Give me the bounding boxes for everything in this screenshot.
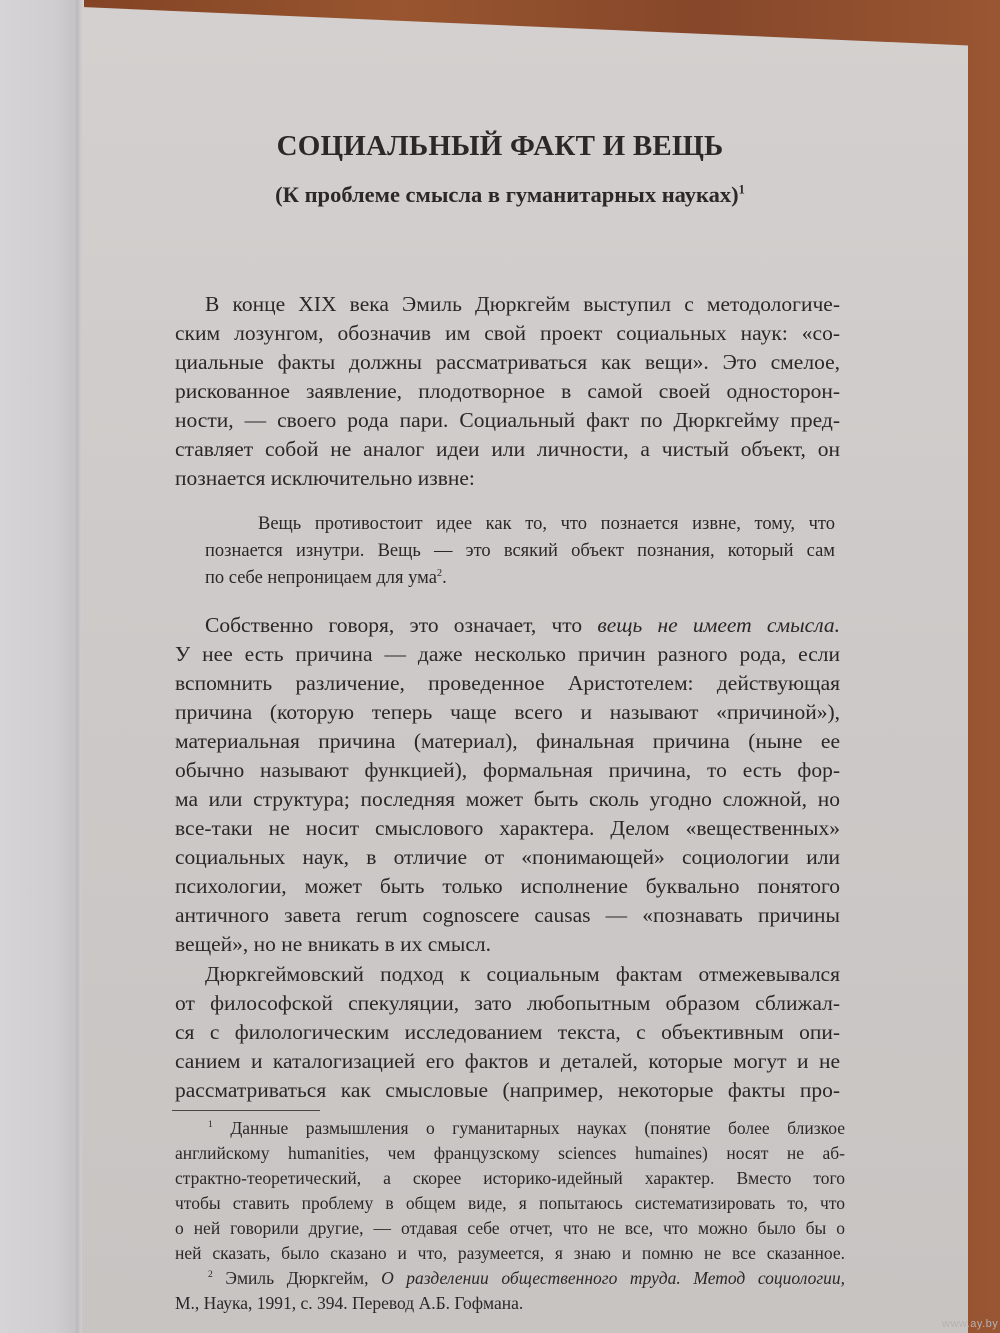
footnote-line: чтобы ставить проблему в общем виде, я попытаюсь систематизировать то, что xyxy=(175,1193,845,1213)
footnote-ref-1: 1 xyxy=(738,182,745,197)
footnote-author: Эмиль Дюркгейм, xyxy=(225,1268,382,1288)
text-line: причина (которую теперь чаще всего и называют «причиной»), xyxy=(175,700,840,724)
footnote-marker: 2 xyxy=(208,1269,213,1281)
text-line: У нее есть причина — даже несколько причин разного рода, если xyxy=(175,642,840,666)
text-line: циальные факты должны рассматриваться как вещи». Это смелое, xyxy=(175,350,840,374)
text-line xyxy=(205,613,840,638)
site-watermark: www.ay.by xyxy=(942,1318,999,1330)
text-line: санием и каталогизацией его фактов и деталей, которые могут и не xyxy=(175,1049,840,1073)
chapter-title: СОЦИАЛЬНЫЙ ФАКТ И ВЕЩЬ xyxy=(276,130,724,162)
footnote-work-title: О разделении общественного труда. Метод социологии, xyxy=(381,1268,846,1288)
text-line: рискованное заявление, плодотворное в самой своей односторон- xyxy=(175,379,840,403)
text-line: ским лозунгом, обозначив им свой проект социальных наук: «со- xyxy=(175,321,840,345)
text-line: социальных наук, в отличие от «понимающей» социологии или xyxy=(175,845,840,869)
text-line: психологии, может быть только исполнение буквально понятого xyxy=(175,874,840,898)
text-line: познается исключительно извне: xyxy=(175,466,475,490)
text-line: ности, — своего рода пари. Социальный факт по Дюркгейму пред- xyxy=(175,408,840,432)
text-line: обычно называют функцией), формальная причина, то есть фор- xyxy=(175,758,840,782)
footnote-line xyxy=(208,1268,845,1289)
quote-end: . xyxy=(442,568,447,588)
quote-text: по себе непроницаем для ума xyxy=(205,568,437,588)
footnote-line: страктно-теоретический, а скорее историко-идейный характер. Вместо того xyxy=(175,1168,845,1188)
footnote-line: английскому humanities, чем французскому sciences humaines) носят не аб- xyxy=(175,1143,845,1163)
text-plain: Собственно говоря, это означает, что xyxy=(205,613,598,637)
text-line: от философской спекуляции, зато любопытным образом сближал- xyxy=(175,991,840,1015)
quote-line xyxy=(205,568,835,589)
chapter-subtitle-text: (К проблеме смысла в гуманитарных науках) xyxy=(275,182,739,207)
text-line: Дюркгеймовский подход к социальным фактам отмежевывался xyxy=(205,962,840,986)
text-line: ставляет собой не аналог идеи или личности, а чистый объект, он xyxy=(175,437,840,461)
footnote-divider xyxy=(172,1110,320,1111)
footnote-line: ней сказать, было сказано и что, разумеется, я знаю и помню не все сказанное. xyxy=(175,1243,845,1263)
text-line: вещей», но не вникать в их смысл. xyxy=(175,932,491,956)
text-line: ма или структура; последняя может быть сколь угодно сложной, но xyxy=(175,787,840,811)
text-line: все-таки не носит смыслового характера. Делом «вещественных» xyxy=(175,816,840,840)
chapter-subtitle xyxy=(160,182,860,208)
quote-line: познается изнутри. Вещь — это всякий объект познания, который сам xyxy=(205,541,835,561)
footnote-line: о ней говорили другие, — отдавая себе отчет, что не все, что можно было бы о xyxy=(175,1218,845,1238)
text-line: ся с филологическим исследованием текста, с объективным опи- xyxy=(175,1020,840,1044)
footnote-ref-2: 2 xyxy=(436,567,443,579)
left-page-edge xyxy=(0,0,80,1333)
footnote-marker: 1 xyxy=(208,1119,213,1131)
footnote-line xyxy=(208,1118,845,1139)
text-emphasis: вещь не имеет смысла. xyxy=(597,613,840,637)
quote-line: Вещь противостоит идее как то, что познается извне, тому, что xyxy=(258,514,835,534)
text-line: рассматриваться как смысловые (например, некоторые факты про- xyxy=(175,1078,840,1102)
text-line: материальная причина (материал), финальная причина (ныне ее xyxy=(175,729,840,753)
text-line: В конце XIX века Эмиль Дюркгейм выступил с методологиче- xyxy=(205,292,840,316)
text-line: античного завета rerum cognoscere causas — «познавать причины xyxy=(175,903,840,927)
footnote-line: М., Наука, 1991, с. 394. Перевод А.Б. Гофмана. xyxy=(175,1293,524,1313)
text-line: вспомнить различение, проведенное Аристотелем: действующая xyxy=(175,671,840,695)
footnote-text: Данные размышления о гуманитарных науках (понятие более близкое xyxy=(230,1118,845,1138)
